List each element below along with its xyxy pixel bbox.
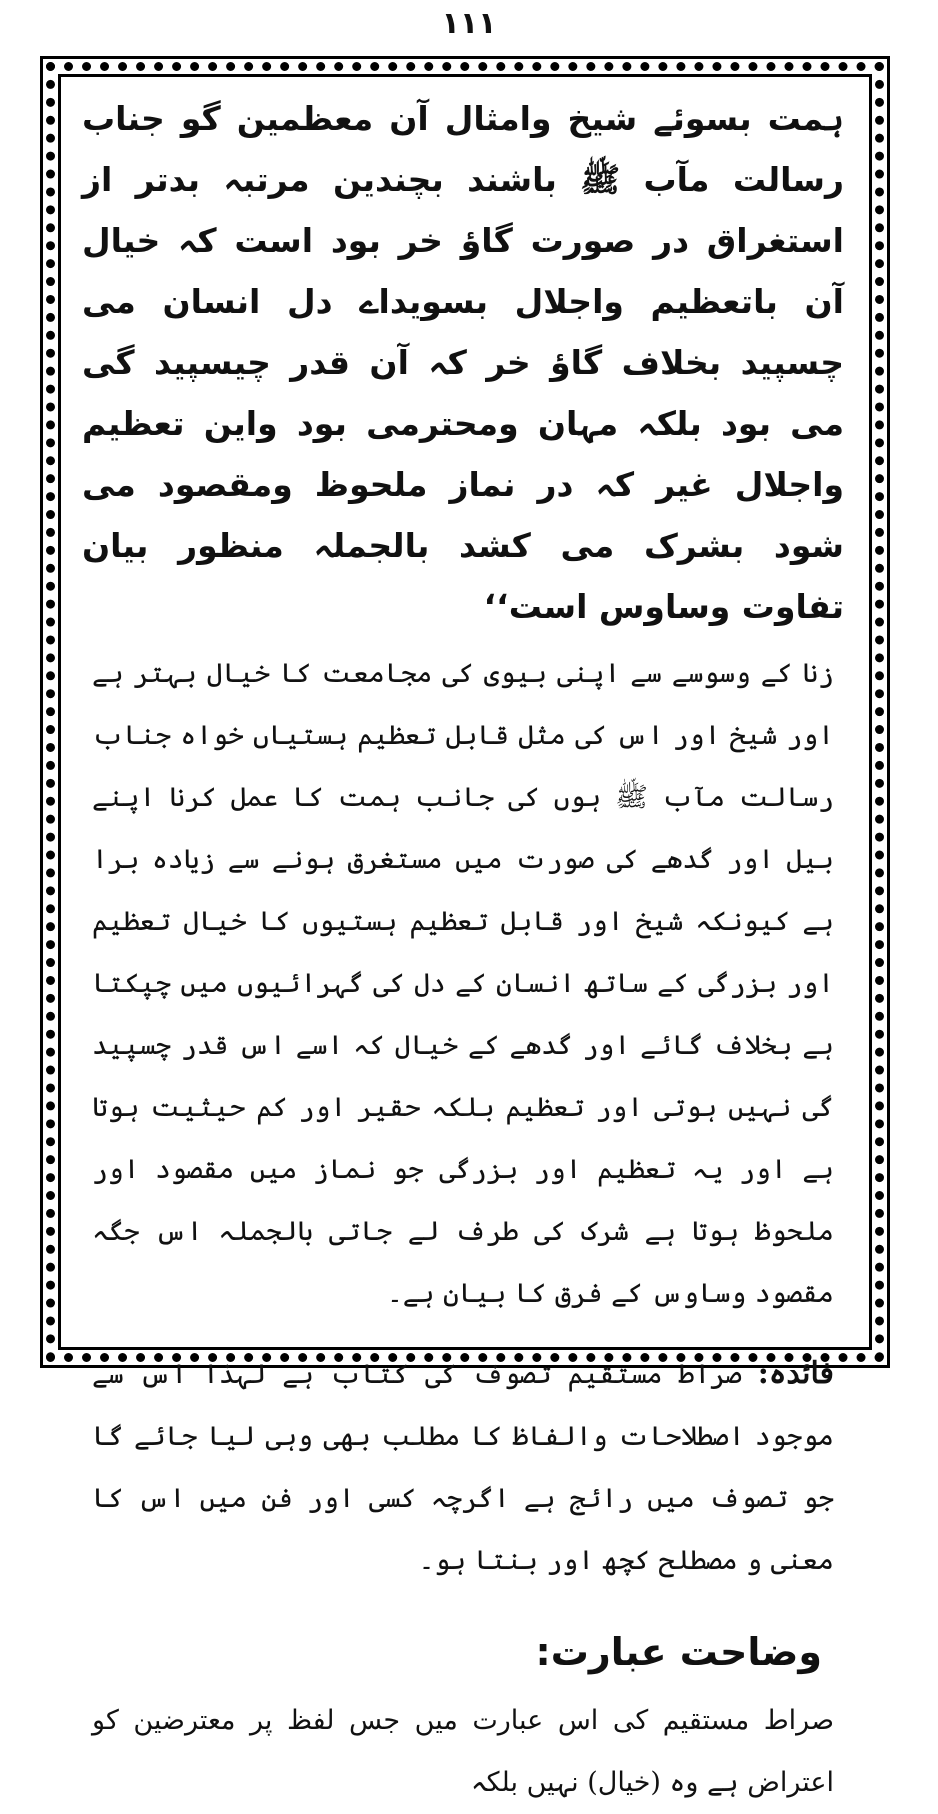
urdu-translation: زنا کے وسوسے سے اپنی بیوی کی مجامعت کا خیال بہتر ہے اور شیخ اور اس کی مثل قابل تعظیم ہستیاں خواہ جناب رسالت مآب ﷺ ہوں کی جانب ہمت کا عمل کرنا اپنے بیل اور گدھے کی صورت میں مستغرق ہونے سے زیادہ برا ہے کیونکہ شیخ اور قابل تعظیم ہستیوں کا خیال تعظیم اور بزرگی کے ساتھ انسان کے دل کی گہرائیوں میں چپکتا ہے بخلاف گائے اور گدھے کے خیال کہ اسے اس قدر چسپید گی نہیں ہوتی اور تعظیم بلکہ حقیر اور کم حیثیت ہوتا ہے اور یہ تعظیم اور بزرگی جو نماز میں مقصود اور ملحوظ ہوتا ہے شرک کی طرف لے جاتی بالجملہ اس جگہ مقصود وساوس کے فرق کا بیان ہے۔ bbox=[92, 658, 834, 1309]
page-content bbox=[72, 88, 862, 1798]
explanation-text: صراط مستقیم کی اس عبارت میں جس لفظ پر معترضین کو اعتراض ہے وہ (خیال) نہیں بلکہ bbox=[92, 1705, 834, 1798]
faida-label: فائدہ: bbox=[757, 1356, 834, 1391]
persian-quote: ہمت بسوئے شیخ وامثال آن معظمین گو جناب رسالت مآب ﷺ باشند بچندین مرتبہ بدتر از استغراق در صورت گاؤ خر بود است کہ خیال آن باتعظیم واجلال بسویداے دل انسان می چسپید بخلاف گاؤ خر کہ آن قدر چیسپید گی می بود بلکہ مہان ومحترمی بود واین تعظیم واجلال غیر کہ در نماز ملحوظ ومقصود می شود بشرک می کشد بالجملہ منظور بیان تفاوت وساوس است‘‘ bbox=[82, 99, 844, 626]
faida-paragraph bbox=[92, 1343, 834, 1592]
faida-text: صراط مستقیم تصوف کی کتاب ہے لہذا اس سے موجود اصطلاحات والفاظ کا مطلب بھی وہی لیا جائے گا جو تصوف میں رائج ہے اگرچہ کسی اور فن میں اس کا معنی و مصطلح کچھ اور بنتا ہو۔ bbox=[92, 1359, 834, 1576]
section-heading: وضاحت عبارت: bbox=[535, 1630, 822, 1674]
page-number: ۱۱۱ bbox=[441, 6, 497, 41]
